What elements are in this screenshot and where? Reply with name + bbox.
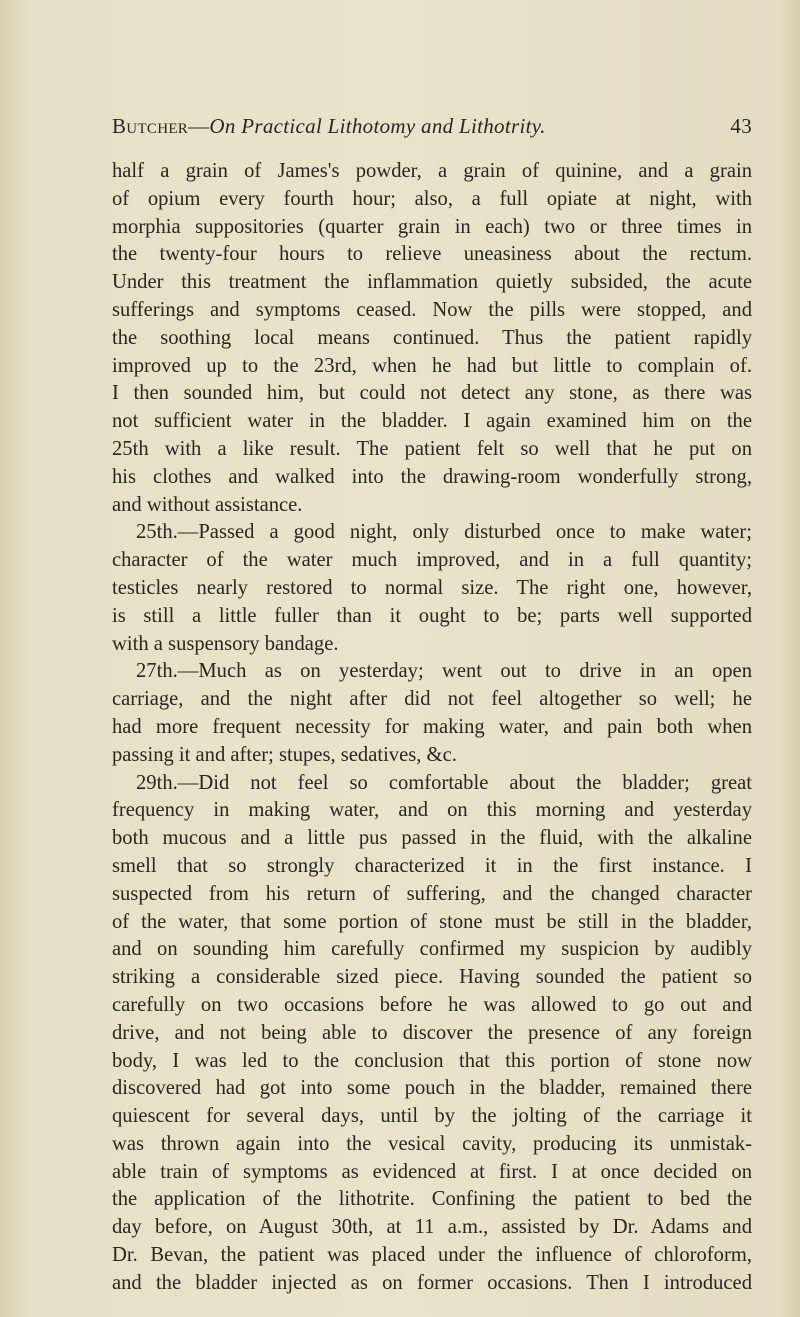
text-line: sufferings and symptoms ceased. Now the pills were stopped, and [112, 298, 752, 321]
text-line: carriage, and the night after did not feel altogether so well; he [112, 688, 752, 711]
text-line: of opium every fourth hour; also, a full opiate at night, with [112, 187, 752, 210]
text-line: I then sounded him, but could not detect any stone, as there was [112, 382, 752, 405]
text-line: drive, and not being able to discover the presence of any foreign [112, 1021, 752, 1044]
text-line: able train of symptoms as evidenced at first. I at once decided on [112, 1160, 752, 1183]
text-line: Dr. Bevan, the patient was placed under the influence of chloroform, [112, 1244, 752, 1267]
text-line: smell that so strongly characterized it in the first instance. I [112, 854, 752, 877]
text-line: of the water, that some portion of stone must be still in the bladder, [112, 910, 752, 933]
text-line: was thrown again into the vesical cavity, producing its unmistak- [112, 1132, 752, 1155]
text-line: his clothes and walked into the drawing-room wonderfully strong, [112, 465, 752, 488]
text-line: and without assistance. [112, 493, 303, 516]
header-title: On Practical Lithotomy and Lithotrity. [209, 114, 546, 138]
body-text [112, 158, 752, 1298]
text-line: striking a considerable sized piece. Having sounded the patient so [112, 966, 752, 989]
text-line: morphia suppositories (quarter grain in each) two or three times in [112, 215, 752, 238]
text-line: passing it and after; stupes, sedatives, &c. [112, 743, 457, 766]
text-line: half a grain of James's powder, a grain of quinine, and a grain [112, 160, 752, 182]
text-line: body, I was led to the conclusion that this portion of stone now [112, 1049, 752, 1072]
text-line: testicles nearly restored to normal size. The right one, however, [112, 576, 752, 599]
text-line: 25th with a like result. The patient felt so well that he put on [112, 437, 752, 460]
running-header [112, 114, 752, 144]
header-author: Butcher [112, 114, 189, 138]
text-line: quiescent for several days, until by the jolting of the carriage it [112, 1105, 752, 1128]
text-line: day before, on August 30th, at 11 a.m., assisted by Dr. Adams and [112, 1216, 752, 1239]
text-line: frequency in making water, and on this morning and yesterday [112, 799, 752, 822]
text-line: the application of the lithotrite. Confining the patient to bed the [112, 1188, 752, 1211]
text-line: had more frequent necessity for making water, and pain both when [112, 715, 752, 738]
text-line: both mucous and a little pus passed in the fluid, with the alkaline [112, 827, 752, 850]
text-line: with a suspensory bandage. [112, 632, 339, 655]
text-line: improved up to the 23rd, when he had but little to complain of. [112, 354, 752, 377]
text-line: 29th.—Did not feel so comfortable about the bladder; great [136, 771, 752, 794]
text-line: discovered had got into some pouch in the bladder, remained there [112, 1077, 752, 1100]
page-number: 43 [730, 114, 752, 138]
text-line: suspected from his return of suffering, and the changed character [112, 882, 752, 905]
text-line: the soothing local means continued. Thus the patient rapidly [112, 326, 752, 349]
text-line: 27th.—Much as on yesterday; went out to drive in an open [136, 660, 752, 683]
text-line: is still a little fuller than it ought to be; parts well supported [112, 604, 752, 627]
text-line: Under this treatment the inflammation quietly subsided, the acute [112, 271, 752, 294]
text-line: not sufficient water in the bladder. I again examined him on the [112, 410, 752, 433]
text-line: 25th.—Passed a good night, only disturbed once to make water; [136, 521, 752, 544]
text-line: and the bladder injected as on former occasions. Then I introduced [112, 1271, 752, 1294]
text-line: and on sounding him carefully confirmed my suspicion by audibly [112, 938, 752, 961]
header-dash: — [188, 114, 210, 138]
text-line: carefully on two occasions before he was allowed to go out and [112, 993, 752, 1016]
text-line: character of the water much improved, and in a full quantity; [112, 549, 752, 572]
text-line: the twenty-four hours to relieve uneasiness about the rectum. [112, 243, 752, 266]
